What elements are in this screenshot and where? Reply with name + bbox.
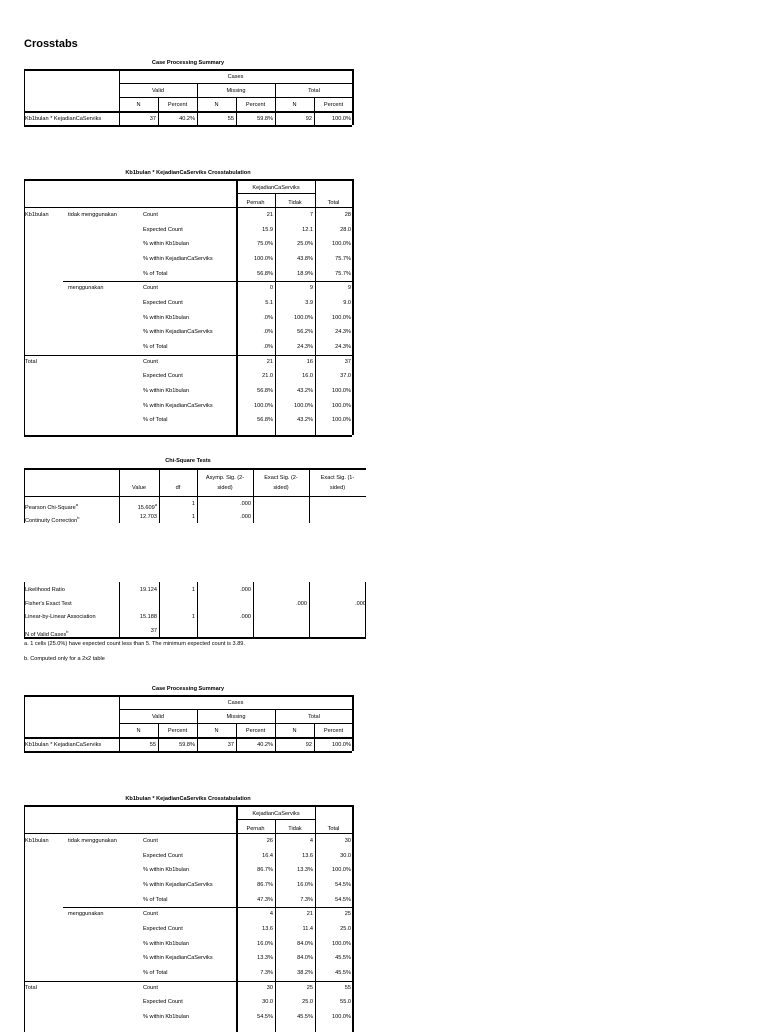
cell-value: 75.7% [335,270,351,277]
cell-value: 25 [306,984,313,991]
header-column: Tidak [288,200,302,206]
cell-value: 16.0 [302,373,313,380]
cell-value: 18.9% [297,270,313,277]
df-cell: 1 [191,514,195,520]
cell-value: 54.5% [257,1014,273,1021]
table-rule [352,69,354,125]
row-category: tidak menggunakan [68,838,117,844]
cell-value: 13.6 [302,852,313,859]
row-category: tidak menggunakan [68,212,117,218]
cell-value: 56.8% [257,417,273,424]
table-title: Kb1bulan * KejadianCaServiks Crosstabulation [125,170,251,176]
header-column: Exact Sig. (2- [264,475,298,481]
cell-value: 100.0% [332,241,351,248]
row-label: Kb1bulan * KejadianCaServiks [25,116,102,122]
row-statistic: Expected Count [143,852,183,859]
header-sub: Percent [167,728,188,734]
cell-value: 16.4 [262,852,273,859]
cell-value: 13.3% [297,867,313,874]
table-rule [236,819,316,820]
cell-value: 25 [344,911,351,918]
cell-value: 100.0% [254,256,273,262]
value-cell: 15.609$^a$ [137,502,157,511]
cell-value: 100.0% [332,940,351,947]
table-rule [24,69,352,71]
cell-value: .0% [263,344,273,351]
row-statistic: % within Kb1bulan [143,867,190,874]
header-group: Total [308,714,320,720]
cell-value: 13.6 [262,926,273,933]
page-title: Crosstabs [24,38,78,50]
row-statistic: % within KejadianCaServiks [143,402,213,409]
cell-value: 0 [269,285,273,292]
cell-value: 9 [309,285,313,292]
row-value: 37 [149,116,156,122]
cell-value: 5.1 [265,300,273,307]
table-rule [352,695,354,751]
table-rule [24,435,352,437]
cell-value: 30.0 [262,999,273,1006]
table-rule [24,751,352,753]
table-rule [63,907,352,908]
row-statistic: Expected Count [143,373,183,380]
cell-value: 100.0% [332,867,351,874]
cell-value: 43.8% [297,256,313,262]
exact-sig-2-cell: .000 [296,600,307,607]
footnote-marker: b [66,628,69,634]
cell-value: 24.3% [335,329,351,336]
asymp-sig-cell: .000 [240,501,251,507]
row-statistic: % within Kb1bulan [143,314,190,321]
header-column: sided) [217,485,233,491]
cell-value: 7 [309,212,313,218]
value-cell: 19.124 [139,587,157,593]
row-label: Linear-by-Linear Association [25,614,96,620]
asymp-sig-cell: .000 [240,587,251,593]
row-statistic: % of Total [143,896,168,903]
header-column: Exact Sig. (1- [320,475,355,481]
row-statistic: Count [143,911,158,918]
cell-value: 37 [344,358,351,365]
header-column: sided) [273,485,289,491]
cell-value: 56.2% [297,329,313,336]
table-rule [352,805,354,1032]
cell-value: 24.3% [297,344,313,351]
cell-value: 86.7% [257,882,273,888]
table-rule [24,207,352,208]
table-rule [24,179,352,181]
table-rule [253,582,254,637]
table-title: Case Processing Summary [151,60,225,66]
cell-value: 7.3% [260,970,273,977]
cell-value: 45.5% [335,955,351,962]
row-value: 59.8% [179,742,195,748]
cell-value: 21.0 [262,373,273,380]
cell-value: 28 [344,212,351,218]
cell-value: 25.0 [340,926,351,933]
row-statistic: Count [143,838,158,844]
value-cell: 37 [150,627,157,634]
header-sub: N [136,728,141,734]
cell-value: 11.4 [302,926,313,933]
cell-value: 37.0 [340,373,351,380]
cell-value: 25.0% [297,241,313,248]
row-value: 100.0% [332,742,351,748]
table-rule [352,179,354,435]
header-variable: KejadianCaServiks [252,811,300,817]
cell-value: 4 [269,911,273,918]
cell-value: 16.0% [257,940,273,947]
table-rule [24,737,352,739]
cell-value: 45.5% [335,970,351,977]
row-value: 40.2% [257,742,273,748]
table-rule [24,468,366,470]
table-rule [365,582,366,637]
footnote: b. Computed only for a 2x2 table [24,656,105,662]
header-column: Pernah [246,826,265,832]
cell-value: 21 [266,358,273,365]
table-rule [24,833,352,834]
cell-value: 75.7% [335,256,351,262]
df-cell: 1 [191,587,195,593]
header-sub: N [214,728,219,734]
row-statistic: % within Kb1bulan [143,241,190,248]
row-label: N of Valid Cases$^b$ [25,628,69,638]
table-rule [236,193,316,194]
cell-value: 43.2% [297,388,313,395]
table-rule [119,83,352,84]
footnote-marker: a [75,502,78,507]
footnote-marker: b [77,515,80,520]
header-sub: Percent [245,102,266,108]
row-value: 59.8% [257,116,273,122]
header-column: Value [132,485,146,491]
cell-value: 75.0% [257,241,273,248]
header-sub: N [136,102,141,108]
footnote-marker: a [154,502,157,507]
cell-value: 55.0 [340,999,351,1006]
header-column: df [175,485,181,491]
cell-value: 30 [266,984,273,991]
cell-value: 21 [266,212,273,218]
cell-value: 54.5% [335,882,351,888]
header-group: Total [308,88,320,94]
header-sub: Percent [323,102,344,108]
cell-value: 100.0% [332,314,351,321]
header-group: Missing [226,714,246,720]
header-cases: Cases [227,700,244,706]
row-statistic: Count [143,285,158,292]
row-value: 55 [227,116,234,122]
cell-value: 84.0% [297,955,313,962]
table-rule [24,355,352,356]
asymp-sig-cell: .000 [240,514,251,520]
header-column: Tidak [288,826,302,832]
row-value: 37 [227,742,234,748]
cell-value: 7.3% [300,896,313,903]
cell-value: 43.2% [297,417,313,424]
cell-value: 16 [306,358,313,365]
footnote: a. 1 cells (25.0%) have expected count less than 5. The minimum expected count is 3.89. [24,641,245,647]
cell-value: 16.0% [297,882,313,888]
cell-value: 25.0 [302,999,313,1006]
header-column: Total [327,826,340,832]
row-group: Kb1bulan [25,212,49,218]
table-rule [24,125,352,127]
cell-value: 28.0 [340,226,351,233]
row-statistic: % within KejadianCaServiks [143,329,213,336]
row-statistic: Count [143,358,158,365]
cell-value: 9 [347,285,351,292]
row-statistic: % of Total [143,270,168,277]
cell-value: 100.0% [332,402,351,409]
header-column: Pernah [246,200,265,206]
table-rule [24,496,366,497]
row-statistic: % within KejadianCaServiks [143,882,213,888]
table-title: Kb1bulan * KejadianCaServiks Crosstabulation [125,796,251,802]
cell-value: 15.9 [262,226,273,233]
cell-value: 38.2% [297,970,313,977]
row-label: Kb1bulan * KejadianCaServiks [25,742,102,748]
cell-value: 47.3% [257,896,273,903]
row-label: Continuity Correction$^b$ [25,515,80,524]
header-group: Valid [151,88,165,94]
header-group: Missing [226,88,246,94]
cell-value: 21 [306,911,313,918]
cell-value: .0% [263,329,273,336]
header-sub: N [292,102,297,108]
header-sub: Percent [167,102,188,108]
table-rule [24,981,352,982]
row-label: Pearson Chi-Square$^a$ [25,502,78,511]
table-rule [63,281,352,282]
header-column: Asymp. Sig. (2- [205,475,245,481]
cell-value: 84.0% [297,940,313,947]
row-statistic: % within Kb1bulan [143,388,190,395]
row-value: 40.2% [179,116,195,122]
row-statistic: % within Kb1bulan [143,940,190,947]
cell-value: 54.5% [335,896,351,903]
row-statistic: Expected Count [143,999,183,1006]
row-statistic: % of Total [143,970,168,977]
row-value: 92 [305,116,312,122]
cell-value: 9.0 [343,300,351,307]
cell-value: 30 [344,838,351,844]
cell-value: 45.5% [297,1014,313,1021]
cell-value: 12.1 [302,226,313,233]
cell-value: 100.0% [332,388,351,395]
cell-value: 26 [266,838,273,844]
cell-value: 100.0% [254,402,273,409]
table-rule [119,709,352,710]
table-rule [24,805,352,807]
header-column: Total [327,200,340,206]
row-statistic: % of Total [143,344,168,351]
row-statistic: Expected Count [143,926,183,933]
cell-value: .0% [263,314,273,321]
df-cell: 1 [191,501,195,507]
cell-value: 13.3% [257,955,273,962]
row-statistic: % within KejadianCaServiks [143,256,213,262]
exact-sig-1-cell: .000 [355,600,366,607]
table-rule [24,111,352,113]
header-column: sided) [329,485,346,491]
row-category: menggunakan [68,285,104,292]
cell-value: 100.0% [294,402,313,409]
row-group: Total [25,358,37,365]
value-cell: 12.703 [139,514,157,520]
header-sub: Percent [245,728,266,734]
row-statistic: Count [143,984,158,991]
row-statistic: % within Kb1bulan [143,1014,190,1021]
row-value: 100.0% [332,116,351,122]
row-statistic: Count [143,212,158,218]
table-title: Case Processing Summary [151,686,225,692]
cell-value: 100.0% [332,1014,351,1021]
row-group: Kb1bulan [25,838,49,844]
row-statistic: Expected Count [143,226,183,233]
table-title: Chi-Square Tests [165,458,211,464]
cell-value: 24.3% [335,344,351,351]
header-sub: N [214,102,219,108]
header-sub: Percent [323,728,344,734]
row-category: menggunakan [68,911,104,918]
cell-value: 3.9 [305,300,313,307]
cell-value: 4 [309,838,313,844]
cell-value: 55 [344,984,351,991]
row-group: Total [25,984,37,991]
row-value: 92 [305,742,312,748]
header-sub: N [292,728,297,734]
cell-value: 56.8% [257,388,273,395]
header-cases: Cases [227,74,244,80]
cell-value: 56.8% [257,270,273,277]
table-rule [309,582,310,637]
header-group: Valid [151,714,165,720]
value-cell: 15.188 [139,614,157,620]
row-label: Likelihood Ratio [25,587,65,593]
row-statistic: Expected Count [143,300,183,307]
asymp-sig-cell: .000 [240,614,251,620]
header-variable: KejadianCaServiks [252,185,300,191]
row-statistic: % of Total [143,417,168,424]
cell-value: 86.7% [257,867,273,874]
row-statistic: % within KejadianCaServiks [143,955,213,962]
df-cell: 1 [191,614,195,620]
table-rule [24,695,352,697]
cell-value: 30.0 [340,852,351,859]
row-label: Fisher's Exact Test [25,600,72,607]
cell-value: 100.0% [332,417,351,424]
cell-value: 100.0% [294,314,313,321]
row-value: 55 [149,742,156,748]
